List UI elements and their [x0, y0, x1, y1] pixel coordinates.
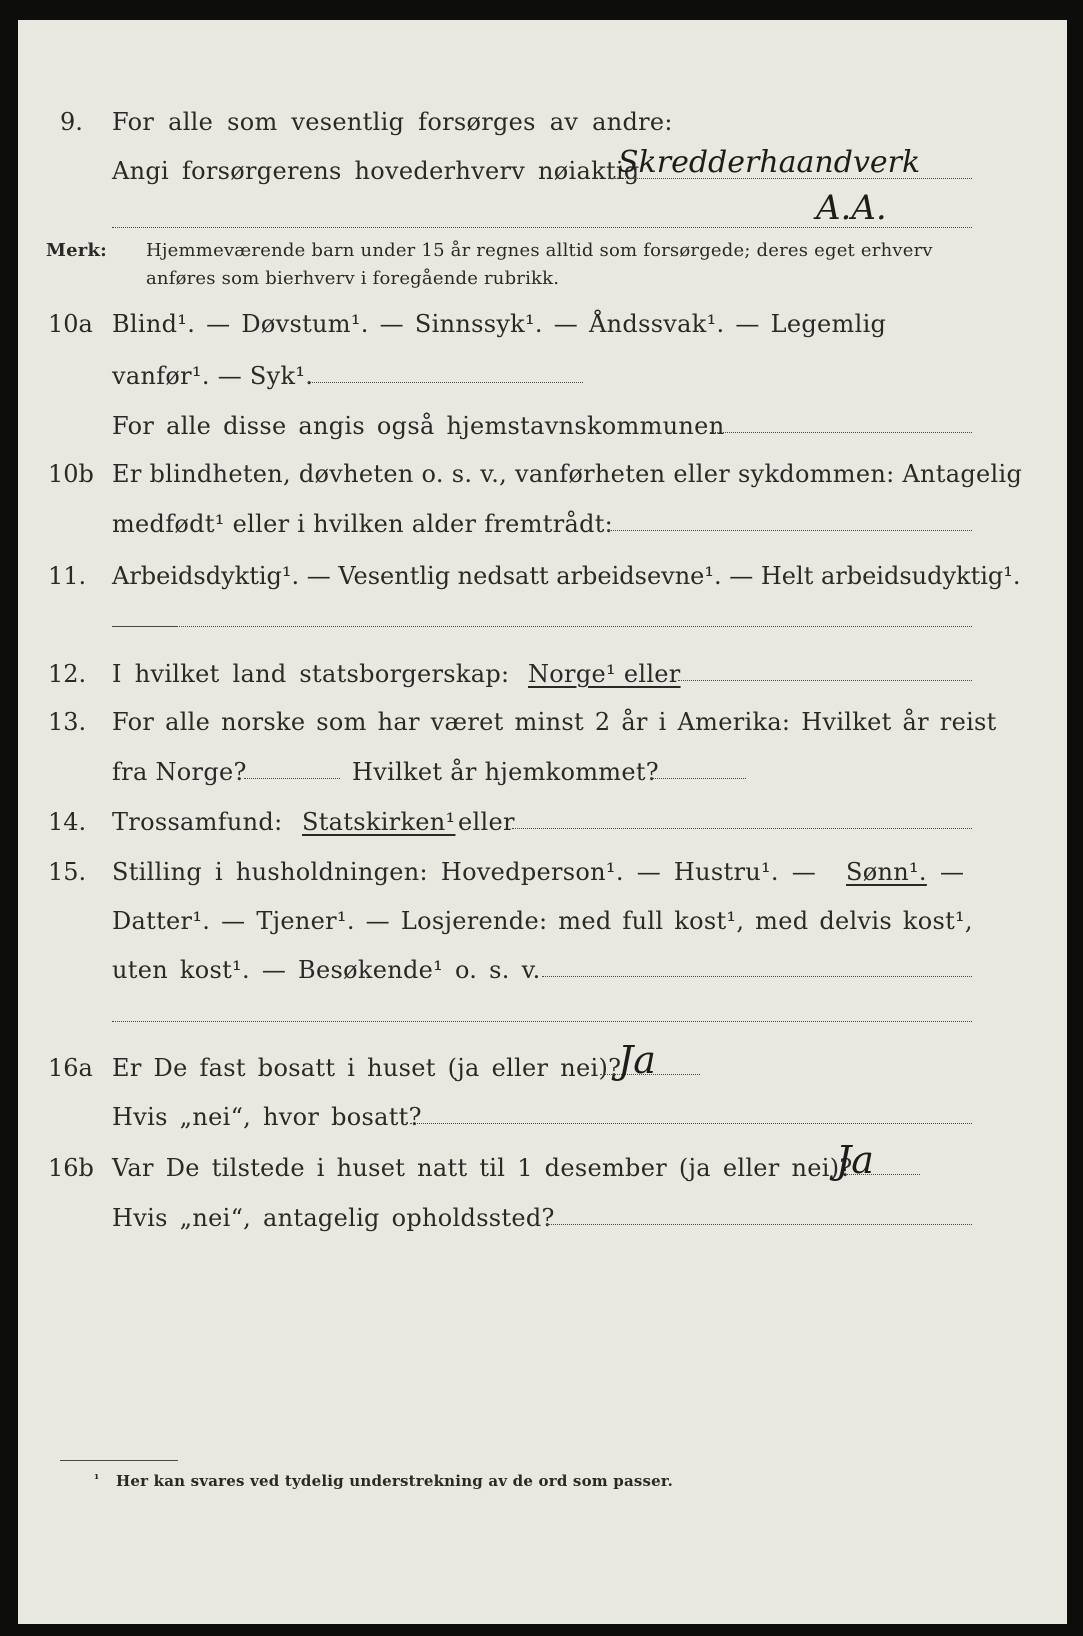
q10b-number: 10b [48, 460, 94, 488]
q14-underlined-option: Statskirken¹ [302, 808, 456, 836]
q10a-number: 10a [48, 310, 93, 338]
q9-number: 9. [60, 108, 83, 136]
q16b-number: 16b [48, 1154, 94, 1182]
q15-line1a: Stilling i husholdningen: Hovedperson¹. — Hustru¹. — [112, 858, 817, 886]
q16b-handwritten-answer: Ja [836, 1138, 874, 1182]
q12-underlined-option: Norge¹ eller [528, 660, 681, 688]
q9-handwritten-initials: A.A. [816, 188, 887, 228]
q13-number: 13. [48, 708, 87, 736]
q10b-answer-line [608, 530, 972, 531]
q12-answer-line [678, 680, 972, 681]
q10a-line3: For alle disse angis også hjemstavnskommunen [112, 412, 725, 440]
q12-number: 12. [48, 660, 87, 688]
q13-line1: For alle norske som har været minst 2 år i Amerika: Hvilket år reist [112, 708, 997, 736]
q15-line1b: — [940, 858, 965, 886]
footnote-rule [60, 1460, 178, 1461]
census-form-page [18, 20, 1067, 1624]
q14-suffix: eller [458, 808, 515, 836]
q13-line2b: Hvilket år hjemkommet? [352, 758, 659, 786]
q10a-syk-line [308, 382, 583, 383]
q10a-line1: Blind¹. — Døvstum¹. — Sinnssyk¹. — Åndssvak¹. — Legemlig [112, 310, 887, 338]
q10a-line2: vanfør¹. — Syk¹. [112, 362, 314, 390]
q15-answer-line [542, 976, 972, 977]
q13-line2a: fra Norge? [112, 758, 247, 786]
q11-number: 11. [48, 562, 87, 590]
q15-number: 15. [48, 858, 87, 886]
footnote-mark: ¹ [94, 1472, 100, 1486]
footnote-text: Her kan svares ved tydelig understrekning av de ord som passer. [116, 1472, 674, 1490]
q16a-handwritten-answer: Ja [618, 1038, 656, 1082]
merk-line2: anføres som bierhverv i foregående rubrikk. [146, 268, 560, 289]
q15-extra-line [112, 1021, 972, 1022]
q14-answer-line [512, 828, 972, 829]
merk-label: Merk: [46, 240, 107, 261]
q10b-line1: Er blindheten, døvheten o. s. v., vanførheten eller sykdommen: Antagelig [112, 460, 1023, 488]
q14-number: 14. [48, 808, 87, 836]
q10b-line2: medfødt¹ eller i hvilken alder fremtrådt: [112, 510, 614, 538]
q13-hjemkommet-line [650, 778, 746, 779]
q15-underlined-option: Sønn¹. [846, 858, 927, 886]
q11-answer-line-solid [112, 626, 177, 627]
q9-line2: Angi forsørgerens hovederhverv nøiaktig [112, 157, 640, 185]
q16b-line2: Hvis „nei“, antagelig opholdssted? [112, 1204, 555, 1232]
q9-line1: For alle som vesentlig forsørges av andre: [112, 108, 673, 136]
q13-reist-line [244, 778, 340, 779]
q15-line2: Datter¹. — Tjener¹. — Losjerende: med full kost¹, med delvis kost¹, [112, 907, 973, 935]
q16a-number: 16a [48, 1054, 93, 1082]
q16b-line1: Var De tilstede i huset natt til 1 desember (ja eller nei)? [112, 1154, 853, 1182]
q11-line1: Arbeidsdyktig¹. — Vesentlig nedsatt arbeidsevne¹. — Helt arbeidsudyktig¹. [112, 562, 1021, 590]
merk-line1: Hjemmeværende barn under 15 år regnes alltid som forsørgede; deres eget erhverv [146, 240, 933, 261]
q16a-line2: Hvis „nei“, hvor bosatt? [112, 1103, 422, 1131]
q11-answer-line [177, 626, 972, 627]
q16a-line1: Er De fast bosatt i huset (ja eller nei)? [112, 1054, 622, 1082]
q12-prefix: I hvilket land statsborgerskap: [112, 660, 510, 688]
q14-prefix: Trossamfund: [112, 808, 283, 836]
q9-handwritten-answer: Skredderhaandverk [618, 145, 921, 180]
q10a-hjemstavn-line [710, 432, 972, 433]
q15-line3: uten kost¹. — Besøkende¹ o. s. v. [112, 956, 541, 984]
q16a-bosatt-line [410, 1123, 972, 1124]
q16b-opholdssted-line [546, 1224, 972, 1225]
